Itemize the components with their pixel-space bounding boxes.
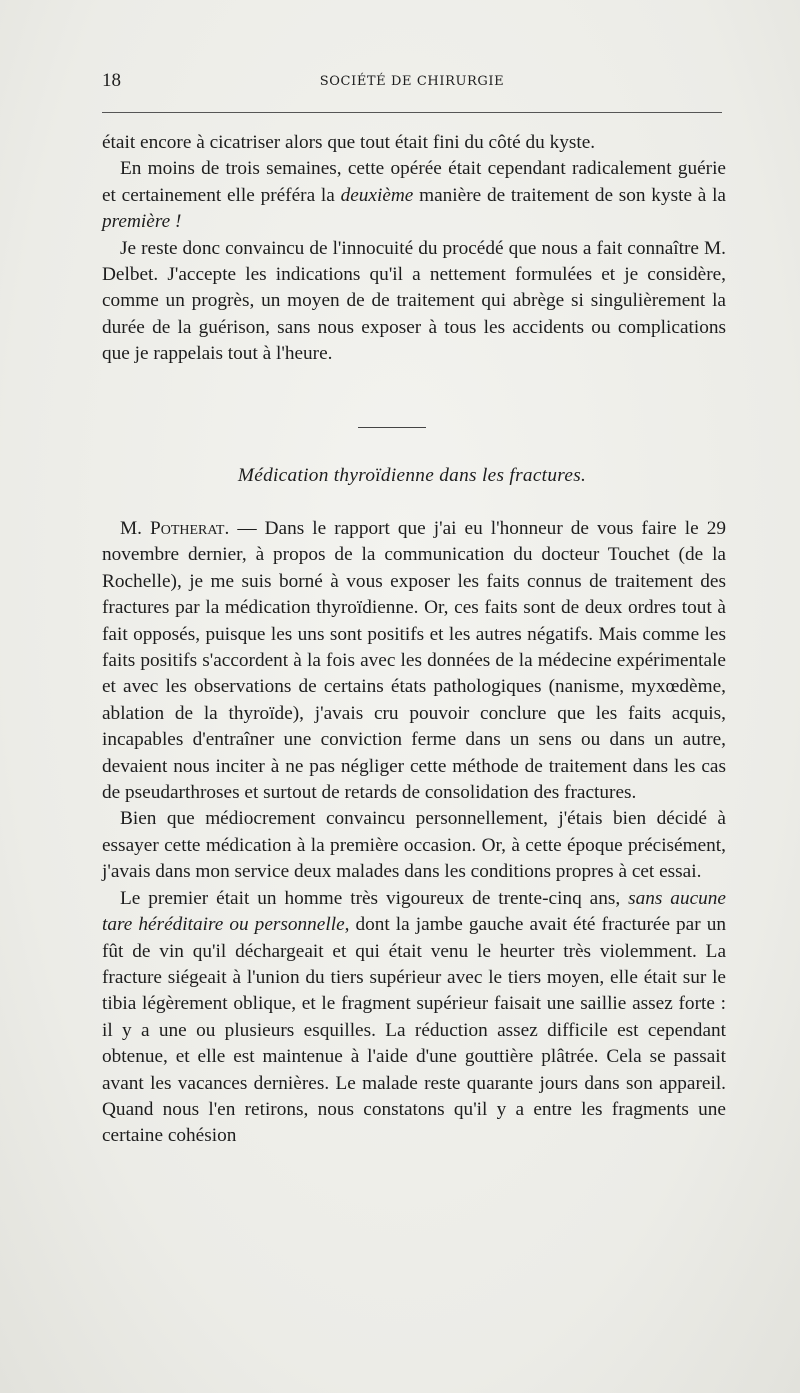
running-head: SOCIÉTÉ DE CHIRURGIE [319,74,505,89]
emphasis-premiere: première ! [102,211,182,233]
emphasis-sans-tare: sans aucune tare héréditaire ou personnelle [102,887,726,936]
header-rule [102,112,722,113]
paragraph-potherat-intro: M. Potherat. — Dans le rapport que j'ai eu l'honneur de vous faire le 29 novembre dernier, à propos de la communication du docteur Touchet (de la Rochelle), je me suis borné à vous exposer les faits connus de traitement des fractures par la médication thyroïdienne. Or, ces faits sont de deux ordres tout à fait opposés, puisque les uns sont positifs et les autres négatifs. Mais comme les faits positifs s'accordent à la fois avec les données de la médecine expérimentale et avec les observations de certains états pathologiques (nanisme, myxœdème, ablation de la thyroïde), j'avais cru pouvoir conclure que les faits acquis, incapables d'entraîner une conviction ferme dans un sens ou dans un autre, devaient nous inciter à ne pas négliger cette méthode de traitement dans les cas de pseudarthroses et surtout de retards de consolidation des fractures. [102,518,726,804]
text-block-section [102,516,726,1150]
paragraph-continuation: était encore à cicatriser alors que tout était fini du côté du kyste. [102,132,596,153]
paragraph-conclusion: Je reste donc convaincu de l'innocuité du procédé que nous a fait connaître M. Delbet. J'accepte les indications qu'il a nettement formulées et je considère, comme un progrès, un moyen de de traitement qui abrège si singulièrement la durée de la guérison, sans nous exposer à tous les accidents ou complications que je rappelais tout à l'heure. [102,237,726,365]
page-number: 18 [102,70,121,91]
section-title: Médication thyroïdienne dans les fractures. [237,465,587,486]
section-divider [358,427,426,428]
paragraph-recovery: En moins de trois semaines, cette opérée était cependant radicalement guérie et certainement elle préféra la deuxième manière de traitement de son kyste à la première ! [102,158,726,233]
text-block-continuation [102,130,726,368]
paragraph-first-case: Le premier était un homme très vigoureux de trente-cinq ans, sans aucune tare héréditaire ou personnelle, dont la jambe gauche avait été fracturée par un fût de vin qu'il déchargeait et qui était venu le heurter très violemment. La fracture siégeait à l'union du tiers supérieur avec le tiers moyen, elle était sur le tibia légèrement oblique, et le fragment supérieur faisait une saillie assez forte : il y a une ou plusieurs esquilles. La réduction assez difficile est cependant obtenue, et elle est maintenue à l'aide d'une gouttière plâtrée. Cela se passait avant les vacances dernières. Le malade reste quarante jours dans son appareil. Quand nous l'en retirons, nous constatons qu'il y a entre les fragments une certaine cohésion [102,887,726,1147]
emphasis-deuxieme: deuxième [340,184,414,206]
page-header [102,70,722,100]
paragraph-decision: Bien que médiocrement convaincu personnellement, j'étais bien décidé à essayer cette médication à la première occasion. Or, à cette époque précisément, j'avais dans mon service deux malades dans les conditions propres à cet essai. [102,808,726,883]
speaker-name: Potherat [149,518,225,539]
